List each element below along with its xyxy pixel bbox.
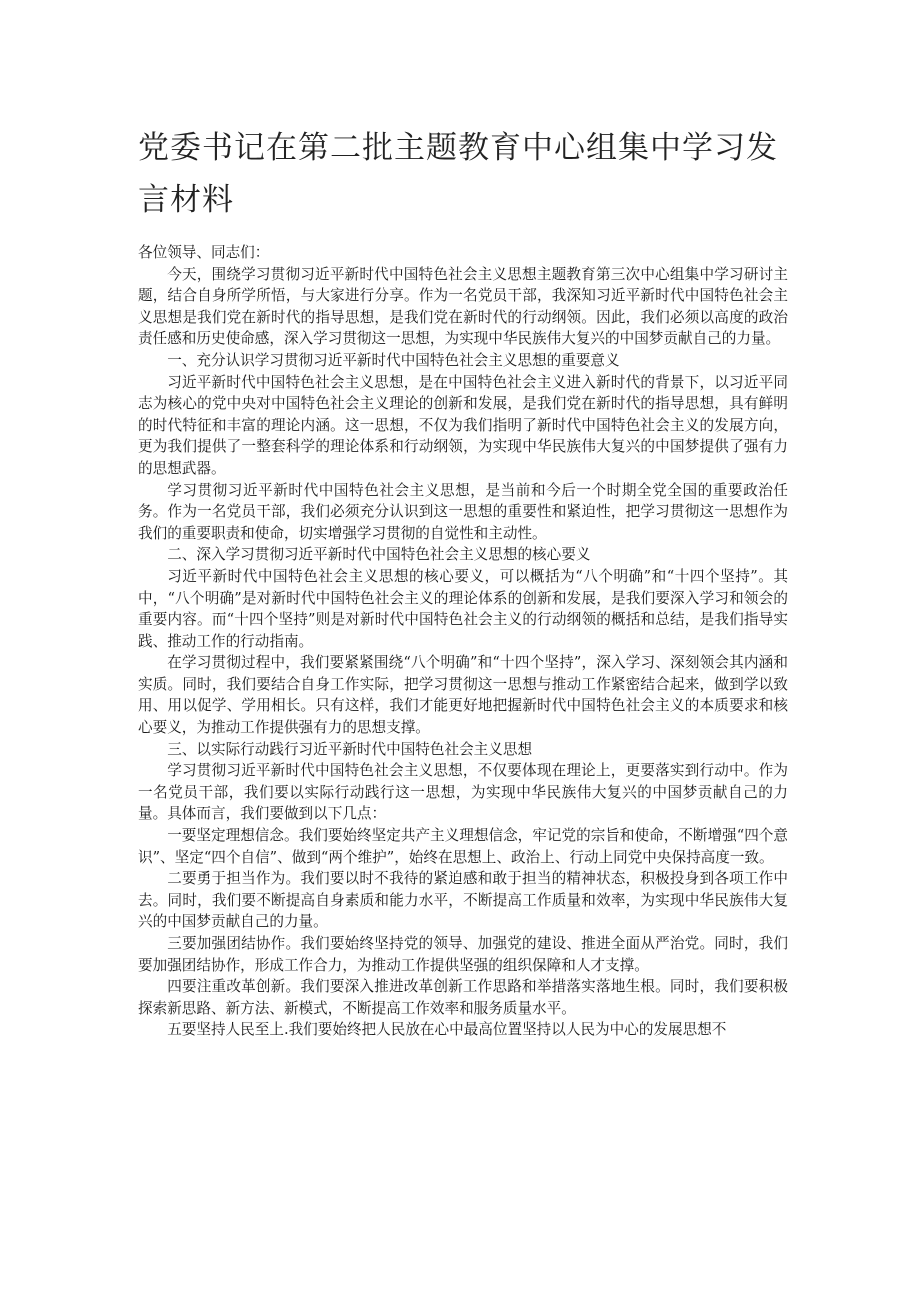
section-heading-2: 二、深入学习贯彻习近平新时代中国特色社会主义思想的核心要义	[167, 546, 591, 564]
greeting: 各位领导、同志们：	[138, 244, 270, 261]
section-heading-3: 三、以实际行动践行习近平新时代中国特色社会主义思想	[167, 740, 533, 758]
document-title: 党委书记在第二批主题教育中心组集中学习发言材料	[138, 130, 778, 218]
list-item: 二要勇于担当作为。我们要以时不我待的紧迫感和敢于担当的精神状态，积极投身到各项工作中去。同时，我们要不断提高自身素质和能力水平，不断提高工作质量和效率，为实现中华民族伟大复兴的中国梦贡献自己的力量。	[138, 870, 788, 931]
list-item: 四要注重改革创新。我们要深入推进改革创新工作思路和举措落实落地生根。同时，我们要积极探索新思路、新方法、新模式，不断提高工作效率和服务质量水平。	[138, 978, 788, 1017]
section-heading-1: 一、充分认识学习贯彻习近平新时代中国特色社会主义思想的重要意义	[167, 351, 620, 369]
paragraph-intro: 今天，围绕学习贯彻习近平新时代中国特色社会主义思想主题教育第三次中心组集中学习研讨主题，结合自身所学所悟，与大家进行分享。作为一名党员干部，我深知习近平新时代中国特色社会主义思想是我们党在新时代的指导思想，是我们党在新时代的行动纲领。因此，我们必须以高度的政治责任感和历史使命感，深入学习贯彻这一思想，为实现中华民族伟大复兴的中国梦贡献自己的力量。	[138, 265, 788, 348]
document-page	[138, 122, 788, 1041]
list-item: 一要坚定理想信念。我们要始终坚定共产主义理想信念，牢记党的宗旨和使命，不断增强“四个意识”、坚定“四个自信”、做到“两个维护”，始终在思想上、政治上、行动上同党中央保持高度一致。	[138, 827, 788, 866]
paragraph: 学习贯彻习近平新时代中国特色社会主义思想，不仅要体现在理论上，更要落实到行动中。作为一名党员干部，我们要以实际行动践行这一思想，为实现中华民族伟大复兴的中国梦贡献自己的力量。具体而言，我们要做到以下几点：	[138, 762, 788, 823]
paragraph: 习近平新时代中国特色社会主义思想，是在中国特色社会主义进入新时代的背景下，以习近平同志为核心的党中央对中国特色社会主义理论的创新和发展，是我们党在新时代的指导思想，具有鲜明的时代特征和丰富的理论内涵。这一思想，不仅为我们指明了新时代中国特色社会主义的发展方向，更为我们提供了一整套科学的理论体系和行动纲领，为实现中华民族伟大复兴的中国梦提供了强有力的思想武器。	[138, 373, 788, 477]
paragraph: 学习贯彻习近平新时代中国特色社会主义思想，是当前和今后一个时期全党全国的重要政治任务。作为一名党员干部，我们必须充分认识到这一思想的重要性和紧迫性，把学习贯彻这一思想作为我们的重要职责和使命，切实增强学习贯彻的自觉性和主动性。	[138, 481, 788, 542]
list-item: 五要坚持人民至上.我们要始终把人民放在心中最高位置坚持以人民为中心的发展思想不	[167, 1021, 727, 1039]
paragraph: 习近平新时代中国特色社会主义思想的核心要义，可以概括为“八个明确”和“十四个坚持”。其中，“八个明确”是对新时代中国特色社会主义的理论体系的创新和发展，是我们要深入学习和领会的重要内容。而“十四个坚持”则是对新时代中国特色社会主义的行动纲领的概括和总结，是我们指导实践、推动工作的行动指南。	[138, 567, 788, 650]
paragraph: 在学习贯彻过程中，我们要紧紧围绕“八个明确”和“十四个坚持”，深入学习、深刻领会其内涵和实质。同时，我们要结合自身工作实际，把学习贯彻这一思想与推动工作紧密结合起来，做到学以致用、用以促学、学用相长。只有这样，我们才能更好地把握新时代中国特色社会主义的本质要求和核心要义，为推动工作提供强有力的思想支撑。	[138, 654, 788, 737]
list-item: 三要加强团结协作。我们要始终坚持党的领导、加强党的建设、推进全面从严治党。同时，我们要加强团结协作，形成工作合力，为推动工作提供坚强的组织保障和人才支撑。	[138, 935, 788, 974]
